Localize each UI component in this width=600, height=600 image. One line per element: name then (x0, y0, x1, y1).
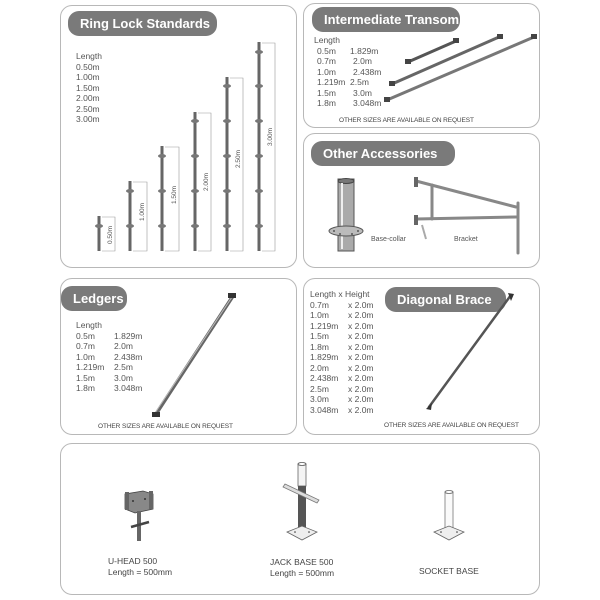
list-item: 2.0m x 2.0m (310, 362, 374, 373)
dimension-label: 0.50m (107, 225, 114, 244)
list-item: 1.50m (76, 82, 100, 93)
other-sizes-note: OTHER SIZES ARE AVAILABLE ON REQUEST (98, 423, 233, 430)
other-sizes-note: OTHER SIZES ARE AVAILABLE ON REQUEST (384, 422, 519, 429)
list-item: 0.5m 1.829m (76, 330, 143, 341)
dimension-label: 1.50m (171, 185, 178, 204)
dimension-label: 1.00m (139, 202, 146, 221)
list-item: 1.5m 3.0m (317, 87, 372, 98)
list-item: 1.8m x 2.0m (310, 341, 374, 352)
base-collar-caption: Base-collar (371, 236, 407, 243)
ledger-drawing (61, 279, 298, 436)
jack-base-length: Length = 500mm (270, 568, 335, 578)
u-head-icon (123, 489, 157, 544)
list-item: 2.438m x 2.0m (310, 373, 374, 383)
other-sizes-note: OTHER SIZES ARE AVAILABLE ON REQUEST (339, 117, 474, 124)
list-item: 3.048m x 2.0m (310, 404, 374, 415)
list-item: 0.5m 1.829m (317, 45, 379, 56)
intermediate-transom-panel (303, 3, 540, 128)
other-accessories-panel (303, 133, 540, 268)
list-item: 0.7m x 2.0m (310, 299, 374, 310)
diagonal-brace-drawing (304, 279, 541, 436)
u-head-length: Length = 500mm (108, 567, 173, 577)
u-head-name: U-HEAD 500 (108, 556, 158, 566)
socket-base-icon (432, 490, 466, 546)
list-item: 1.8m 3.048m (317, 98, 382, 108)
jack-base-caption (270, 557, 334, 579)
list-item: 0.7m 2.0m (76, 341, 133, 351)
list-header: Length (76, 320, 102, 330)
dimension-label: 2.00m (203, 172, 210, 191)
list-header: Length x Height (310, 289, 370, 299)
diagonal-brace-panel (303, 278, 540, 435)
ledgers-panel (60, 278, 297, 435)
list-item: 1.00m (76, 72, 100, 82)
bases-panel (60, 443, 540, 595)
list-item: 3.0m x 2.0m (310, 394, 374, 404)
list-item: 1.219m 2.5m (76, 362, 133, 372)
list-header: Length (76, 51, 102, 61)
list-item: 1.0m 2.438m (317, 66, 382, 77)
ledgers-title: Ledgers (61, 286, 127, 311)
list-item: 2.5m x 2.0m (310, 383, 374, 394)
u-head-caption (108, 556, 172, 578)
list-header: Length (314, 35, 340, 45)
list-item: 1.829m x 2.0m (310, 352, 374, 362)
dimension-label: 3.00m (267, 127, 274, 146)
transom-drawing (304, 4, 541, 129)
intermediate-transom-title: Intermediate Transom (312, 7, 460, 32)
diagonal-brace-title: Diagonal Brace (385, 287, 506, 312)
list-item: 1.5m x 2.0m (310, 331, 374, 341)
ring-lock-standards-title: Ring Lock Standards (68, 11, 217, 36)
list-item: 2.00m (76, 93, 100, 103)
list-item: 2.50m (76, 103, 100, 114)
list-item: 0.7m 2.0m (317, 56, 372, 66)
bracket-caption: Bracket (454, 236, 478, 243)
jack-base-name: JACK BASE 500 (270, 557, 334, 567)
ring-lock-standards-drawing (61, 6, 298, 269)
ring-lock-standards-panel (60, 5, 297, 268)
list-item: 1.219m x 2.0m (310, 320, 374, 331)
list-item: 0.50m (76, 61, 100, 72)
list-item: 1.8m 3.048m (76, 383, 143, 393)
dimension-label: 2.50m (235, 149, 242, 168)
list-item: 1.0m 2.438m (76, 351, 143, 362)
jack-base-icon (283, 462, 321, 544)
socket-base-caption: SOCKET BASE (419, 566, 479, 576)
list-item: 1.0m x 2.0m (310, 310, 374, 320)
other-accessories-title: Other Accessories (311, 141, 455, 166)
list-item: 1.219m 2.5m (317, 77, 369, 87)
list-item: 1.5m 3.0m (76, 372, 133, 383)
list-item: 3.00m (76, 114, 100, 124)
base-collar-icon (326, 179, 366, 254)
bracket-icon (414, 177, 526, 257)
